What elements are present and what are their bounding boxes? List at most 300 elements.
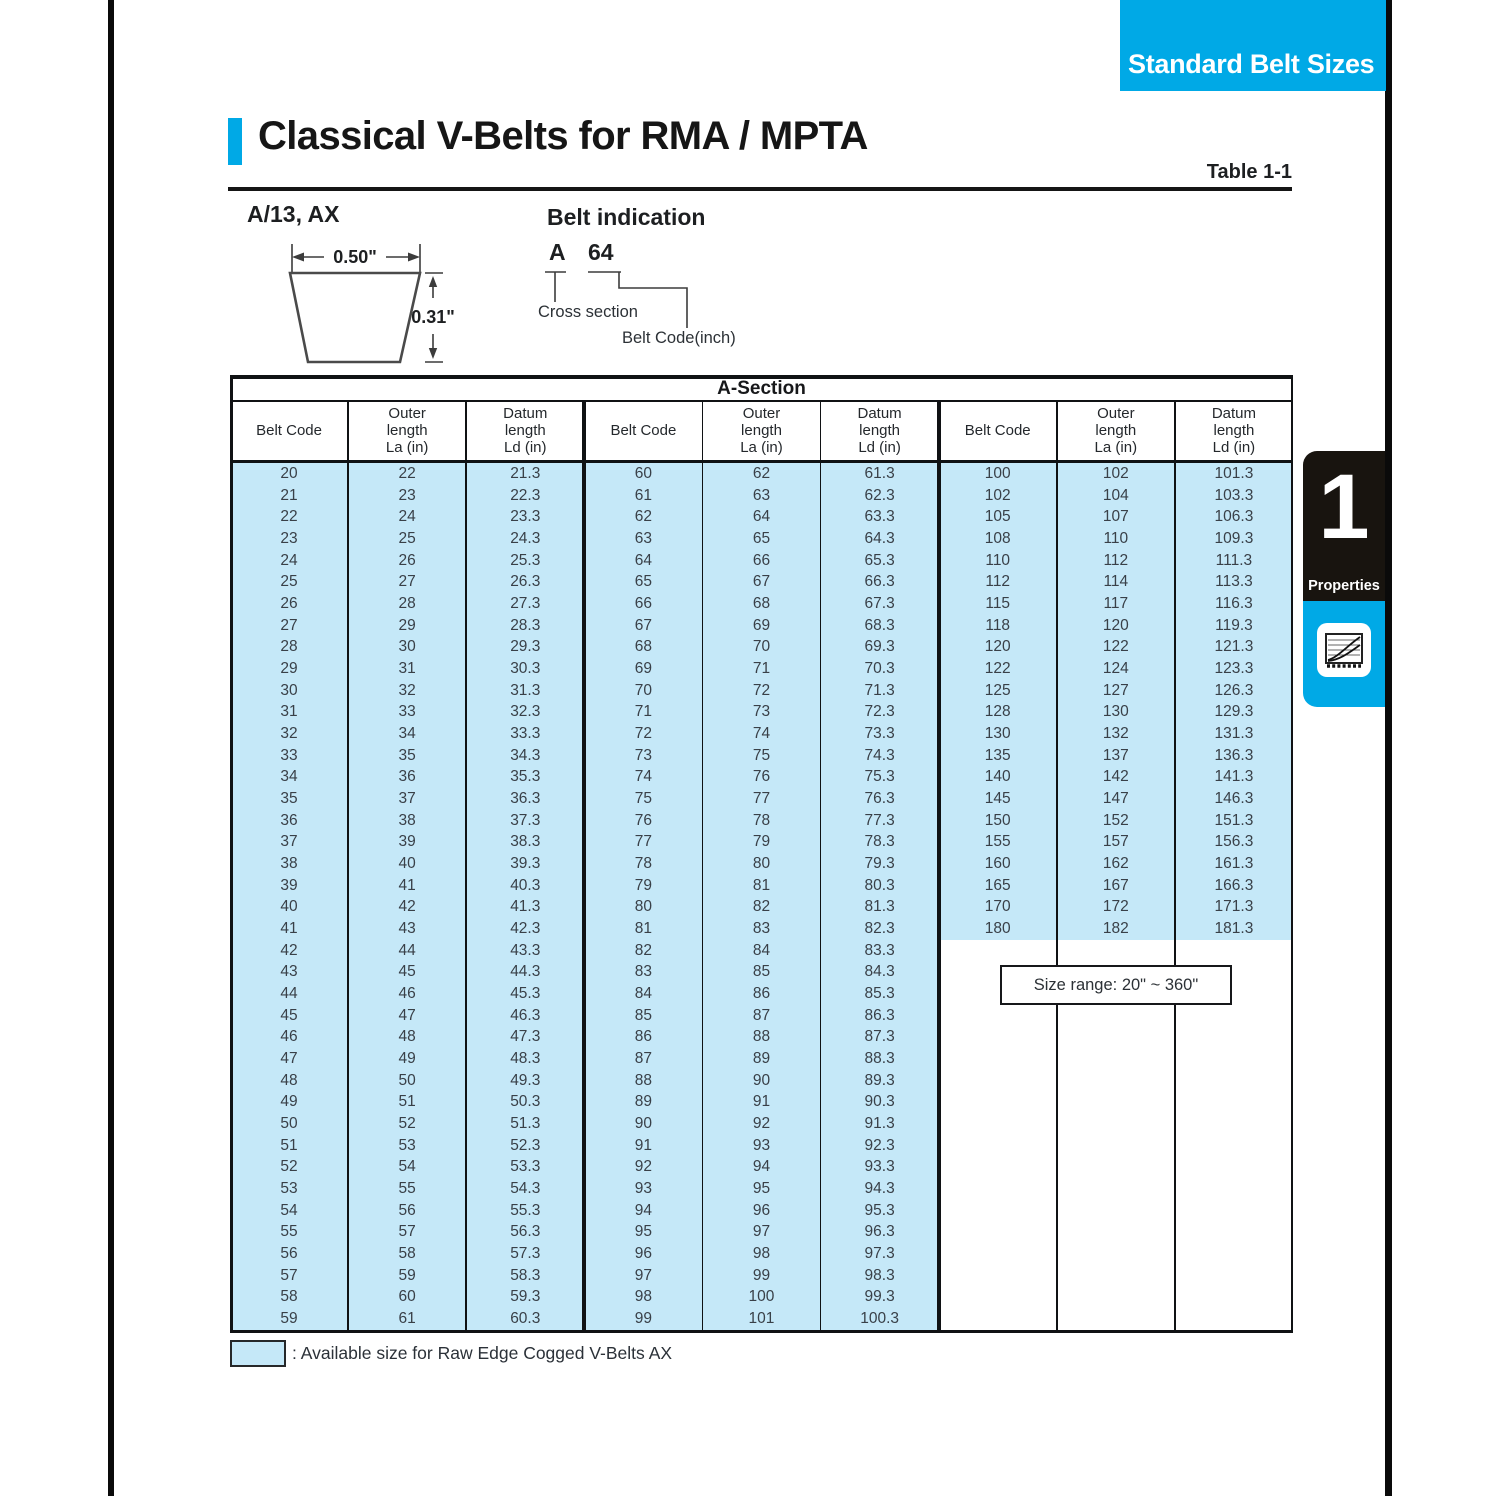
chapter-tab <box>1303 451 1385 601</box>
datum-length-cell: 121.3 <box>1214 638 1254 656</box>
table-row <box>939 918 1293 940</box>
datum-length-cell: 71.3 <box>864 681 895 699</box>
datum-length-cell: 22.3 <box>510 486 541 504</box>
datum-length-cell: 62.3 <box>864 486 895 504</box>
outer-length-cell: 78 <box>752 811 771 829</box>
belt-code-cell: 25 <box>280 573 298 591</box>
outer-length-cell: 33 <box>398 703 416 721</box>
belt-code-cell: 82 <box>634 941 652 959</box>
belt-code-cell: 68 <box>634 638 652 656</box>
outer-length-cell: 124 <box>1102 659 1129 677</box>
datum-length-cell: 119.3 <box>1215 616 1253 634</box>
outer-length-cell: 83 <box>752 920 771 937</box>
datum-length-cell: 25.3 <box>510 551 541 569</box>
datum-length-cell: 81.3 <box>864 898 895 916</box>
datum-length-cell: 59.3 <box>510 1288 541 1306</box>
datum-length-cell: 68.3 <box>864 616 895 634</box>
table-row <box>584 1113 938 1135</box>
table-row <box>584 463 938 485</box>
outer-length-cell: 95 <box>752 1180 771 1198</box>
belt-code-cell: 58 <box>280 1288 298 1306</box>
belt-code-cell: 32 <box>280 724 298 742</box>
datum-length-cell: 74.3 <box>864 746 895 764</box>
outer-length-cell: 85 <box>752 963 771 981</box>
outer-length-cell: 44 <box>398 941 416 959</box>
datum-length-cell: 123.3 <box>1214 659 1254 677</box>
table-row <box>584 1157 938 1179</box>
outer-length-cell: 40 <box>398 854 416 872</box>
table-row <box>230 1308 584 1330</box>
table-row <box>584 1178 938 1200</box>
column-header-line: La (in) <box>740 438 783 456</box>
table-row <box>584 1070 938 1092</box>
column-header <box>348 400 466 460</box>
belt-code-cell: 22 <box>280 508 298 526</box>
table-row <box>939 463 1293 485</box>
belt-code-cell: 110 <box>985 551 1011 569</box>
table-border <box>230 375 233 1333</box>
table-row <box>584 1287 938 1309</box>
outer-length-cell: 45 <box>398 963 416 981</box>
belt-code-cell: 74 <box>634 768 652 786</box>
title-rule <box>228 187 1292 191</box>
belt-code-cell: 35 <box>280 789 298 807</box>
outer-length-cell: 73 <box>752 703 771 721</box>
column-header-line: Datum <box>1211 404 1257 422</box>
table-row <box>584 1027 938 1049</box>
datum-length-cell: 54.3 <box>510 1180 541 1198</box>
outer-length-cell: 72 <box>752 681 771 699</box>
legend-swatch <box>230 1340 286 1367</box>
size-range-note: Size range: 20" ~ 360" <box>1000 965 1232 1005</box>
datum-length-cell: 55.3 <box>510 1201 541 1219</box>
outer-length-cell: 24 <box>398 508 416 526</box>
belt-code-cell: 69 <box>634 659 652 677</box>
datum-length-cell: 171.3 <box>1214 898 1254 916</box>
column-header-line: Belt Code <box>610 421 677 439</box>
belt-code-cell: 59 <box>280 1310 298 1328</box>
datum-length-cell: 151.3 <box>1214 811 1254 829</box>
datum-length-cell: 77.3 <box>864 811 895 829</box>
table-row <box>584 962 938 984</box>
datum-length-cell: 44.3 <box>510 963 541 981</box>
table-row <box>939 680 1293 702</box>
outer-length-cell: 50 <box>398 1071 416 1089</box>
datum-length-cell: 65.3 <box>864 551 895 569</box>
table-row <box>230 1027 584 1049</box>
table-row <box>584 918 938 940</box>
table-row <box>939 571 1293 593</box>
datum-length-cell: 31.3 <box>510 681 541 699</box>
datum-length-cell: 99.3 <box>864 1288 895 1306</box>
outer-length-cell: 92 <box>752 1115 771 1133</box>
datum-length-cell: 78.3 <box>864 833 895 851</box>
outer-length-cell: 41 <box>398 876 416 894</box>
column-header <box>821 400 939 460</box>
table-row <box>230 1178 584 1200</box>
outer-length-cell: 58 <box>398 1245 416 1263</box>
belt-code-cell: 83 <box>634 963 652 981</box>
outer-length-cell: 55 <box>398 1180 416 1198</box>
belt-cross-section-diagram <box>278 236 490 376</box>
datum-length-cell: 89.3 <box>864 1071 895 1089</box>
outer-length-cell: 122 <box>1102 638 1129 656</box>
belt-code-cell: 122 <box>984 659 1011 677</box>
table-row <box>230 506 584 528</box>
table-row <box>584 1265 938 1287</box>
belt-indication-connectors <box>540 262 700 334</box>
table-row <box>230 983 584 1005</box>
belt-code-value: 64 <box>588 239 614 265</box>
datum-length-cell: 161.3 <box>1214 854 1254 872</box>
table-row <box>584 701 938 723</box>
chapter-number: 1 <box>1318 456 1370 558</box>
table-row <box>584 506 938 528</box>
datum-length-cell: 94.3 <box>864 1180 895 1198</box>
belt-code-cell: 80 <box>634 898 652 916</box>
table-row <box>230 1222 584 1244</box>
table-row <box>230 788 584 810</box>
outer-length-cell: 69 <box>752 616 771 634</box>
datum-length-cell: 58.3 <box>510 1266 541 1284</box>
table-row <box>584 810 938 832</box>
outer-length-cell: 22 <box>398 464 416 482</box>
datum-length-cell: 131.3 <box>1214 724 1254 742</box>
outer-length-cell: 94 <box>752 1158 771 1176</box>
outer-length-cell: 46 <box>398 985 416 1003</box>
outer-length-cell: 100 <box>748 1288 775 1306</box>
outer-length-cell: 81 <box>752 876 771 894</box>
table-border <box>702 400 704 1333</box>
table-row <box>584 571 938 593</box>
column-header <box>230 400 348 460</box>
outer-length-cell: 28 <box>398 594 416 612</box>
datum-length-cell: 75.3 <box>864 768 895 786</box>
belt-code-cell: 97 <box>634 1266 652 1284</box>
belt-code-cell: 145 <box>984 789 1011 807</box>
belt-code-cell: 54 <box>280 1201 298 1219</box>
table-row <box>939 658 1293 680</box>
table-row <box>230 485 584 507</box>
datum-length-cell: 56.3 <box>510 1223 541 1241</box>
datum-length-cell: 42.3 <box>510 920 541 937</box>
table-row <box>584 636 938 658</box>
belt-code-cell: 135 <box>984 746 1011 764</box>
datum-length-cell: 63.3 <box>864 508 895 526</box>
belt-code-cell: 160 <box>984 854 1011 872</box>
table-row <box>939 615 1293 637</box>
belt-code-cell: 49 <box>280 1093 298 1111</box>
column-header-line: length <box>1095 421 1137 439</box>
belt-code-cell: 76 <box>634 811 652 829</box>
belt-profile-label: A/13, AX <box>247 201 340 227</box>
belt-code-cell: 100 <box>984 464 1011 482</box>
table-border <box>465 400 467 1333</box>
table-row <box>584 1092 938 1114</box>
table-row <box>230 1243 584 1265</box>
belt-code-cell: 65 <box>634 573 652 591</box>
belt-code-cell: 29 <box>280 659 298 677</box>
datum-length-cell: 66.3 <box>864 573 895 591</box>
datum-length-cell: 100.3 <box>860 1310 899 1328</box>
belt-code-cell: 57 <box>280 1266 298 1284</box>
table-row <box>939 897 1293 919</box>
table-row <box>230 1113 584 1135</box>
datum-length-cell: 92.3 <box>864 1136 895 1154</box>
table-border <box>1174 400 1176 1333</box>
table-row <box>939 766 1293 788</box>
belt-code-cell: 45 <box>280 1006 298 1024</box>
belt-code-cell: 118 <box>985 616 1011 634</box>
outer-length-cell: 51 <box>398 1093 416 1111</box>
cross-section-value: A <box>549 239 566 265</box>
outer-length-cell: 84 <box>752 941 771 959</box>
table-row <box>584 897 938 919</box>
datum-length-cell: 35.3 <box>510 768 541 786</box>
datum-length-cell: 43.3 <box>510 941 541 959</box>
outer-length-cell: 130 <box>1102 703 1129 721</box>
datum-length-cell: 156.3 <box>1214 833 1254 851</box>
datum-length-cell: 70.3 <box>864 659 895 677</box>
outer-length-cell: 42 <box>398 898 416 916</box>
belt-code-cell: 48 <box>280 1071 298 1089</box>
belt-code-cell: 44 <box>280 985 298 1003</box>
table-row <box>584 615 938 637</box>
belt-size-table <box>230 375 1293 1333</box>
table-row <box>584 745 938 767</box>
table-row <box>230 875 584 897</box>
outer-length-cell: 142 <box>1102 768 1129 786</box>
belt-code-cell: 66 <box>634 594 652 612</box>
column-header-line: Ld (in) <box>504 438 547 456</box>
table-row <box>584 940 938 962</box>
belt-code-cell: 108 <box>984 529 1011 547</box>
table-row <box>584 853 938 875</box>
datum-length-cell: 34.3 <box>510 746 541 764</box>
datum-length-cell: 141.3 <box>1214 768 1254 786</box>
page-right-rule <box>1385 0 1392 1496</box>
table-row <box>584 1222 938 1244</box>
column-header-line: Belt Code <box>256 421 322 439</box>
table-row <box>584 1308 938 1330</box>
belt-code-cell: 98 <box>634 1288 652 1306</box>
datum-length-cell: 84.3 <box>864 963 895 981</box>
datum-length-cell: 101.3 <box>1214 464 1254 482</box>
table-row <box>584 1005 938 1027</box>
column-header-line: length <box>741 421 782 439</box>
column-header-line: Outer <box>742 404 781 422</box>
datum-length-cell: 64.3 <box>864 529 895 547</box>
table-row <box>230 1048 584 1070</box>
belt-code-cell: 63 <box>634 529 652 547</box>
outer-length-cell: 48 <box>398 1028 416 1046</box>
table-row <box>230 571 584 593</box>
outer-length-cell: 96 <box>752 1201 771 1219</box>
belt-code-cell: 31 <box>280 703 298 721</box>
belt-code-cell: 115 <box>985 594 1011 612</box>
datum-length-cell: 103.3 <box>1214 486 1254 504</box>
table-row <box>939 831 1293 853</box>
datum-length-cell: 113.3 <box>1215 573 1253 591</box>
properties-chart-icon <box>1317 623 1371 677</box>
column-header-line: Outer <box>388 404 426 422</box>
belt-code-cell: 23 <box>280 529 298 547</box>
belt-code-cell: 71 <box>634 703 652 721</box>
belt-code-cell: 140 <box>984 768 1011 786</box>
outer-length-cell: 56 <box>398 1201 416 1219</box>
outer-length-cell: 137 <box>1102 746 1129 764</box>
table-border <box>230 460 1293 463</box>
belt-code-cell: 155 <box>984 833 1011 851</box>
table-row <box>939 506 1293 528</box>
belt-code-cell: 64 <box>634 551 652 569</box>
belt-code-cell: 84 <box>634 985 652 1003</box>
outer-length-cell: 90 <box>752 1071 771 1089</box>
table-row <box>230 1157 584 1179</box>
datum-length-cell: 86.3 <box>864 1006 895 1024</box>
table-row <box>230 680 584 702</box>
table-row <box>584 831 938 853</box>
outer-length-cell: 66 <box>752 551 771 569</box>
table-row <box>230 593 584 615</box>
table-row <box>584 1048 938 1070</box>
table-row <box>584 658 938 680</box>
outer-length-cell: 162 <box>1102 854 1129 872</box>
outer-length-cell: 127 <box>1102 681 1129 699</box>
belt-code-cell: 92 <box>634 1158 652 1176</box>
belt-code-cell: 61 <box>634 486 652 504</box>
outer-length-cell: 104 <box>1102 486 1129 504</box>
column-header <box>584 400 702 460</box>
datum-length-cell: 32.3 <box>510 703 541 721</box>
page-title: Classical V-Belts for RMA / MPTA <box>258 114 868 158</box>
outer-length-cell: 63 <box>752 486 771 504</box>
datum-length-cell: 67.3 <box>864 594 895 612</box>
belt-code-cell: 86 <box>634 1028 652 1046</box>
datum-length-cell: 53.3 <box>510 1158 541 1176</box>
outer-length-cell: 57 <box>398 1223 416 1241</box>
table-row <box>230 658 584 680</box>
datum-length-cell: 106.3 <box>1214 508 1254 526</box>
outer-length-cell: 25 <box>398 529 416 547</box>
outer-length-cell: 47 <box>398 1006 416 1024</box>
table-row <box>584 593 938 615</box>
outer-length-cell: 71 <box>752 659 771 677</box>
outer-length-cell: 31 <box>398 659 416 677</box>
datum-length-cell: 49.3 <box>510 1071 541 1089</box>
outer-length-cell: 82 <box>752 898 771 916</box>
datum-length-cell: 60.3 <box>510 1310 541 1328</box>
table-border <box>230 400 1293 402</box>
datum-length-cell: 57.3 <box>510 1245 541 1263</box>
belt-code-cell: 75 <box>634 789 652 807</box>
belt-code-cell: 78 <box>634 854 652 872</box>
column-header-line: La (in) <box>385 438 429 456</box>
belt-code-cell: 34 <box>280 768 298 786</box>
outer-length-cell: 93 <box>752 1136 771 1154</box>
outer-length-cell: 147 <box>1102 789 1129 807</box>
table-row <box>584 485 938 507</box>
table-row <box>939 745 1293 767</box>
belt-code-cell: 60 <box>634 464 652 482</box>
table-row <box>230 745 584 767</box>
column-header-line: La (in) <box>1094 438 1138 456</box>
table-row <box>230 853 584 875</box>
table-row <box>584 550 938 572</box>
outer-length-cell: 65 <box>752 529 771 547</box>
outer-length-cell: 54 <box>398 1158 416 1176</box>
outer-length-cell: 117 <box>1103 594 1129 612</box>
corner-tab <box>1120 0 1386 91</box>
page-left-rule <box>108 0 114 1496</box>
belt-code-cell: 130 <box>984 724 1011 742</box>
table-row <box>230 550 584 572</box>
table-row <box>584 875 938 897</box>
datum-length-cell: 73.3 <box>864 724 895 742</box>
datum-length-cell: 29.3 <box>510 638 541 656</box>
table-row <box>230 463 584 485</box>
belt-code-cell: 165 <box>984 876 1011 894</box>
outer-length-cell: 27 <box>398 573 416 591</box>
outer-length-cell: 86 <box>752 985 771 1003</box>
outer-length-cell: 34 <box>398 724 416 742</box>
datum-length-cell: 97.3 <box>864 1245 895 1263</box>
belt-code-cell: 42 <box>280 941 298 959</box>
datum-length-cell: 129.3 <box>1214 703 1254 721</box>
outer-length-cell: 77 <box>752 789 771 807</box>
column-header-line: length <box>386 421 428 439</box>
outer-length-cell: 61 <box>398 1310 416 1328</box>
datum-length-cell: 109.3 <box>1214 529 1254 547</box>
table-row <box>939 875 1293 897</box>
belt-code-cell: 67 <box>634 616 652 634</box>
outer-length-cell: 60 <box>398 1288 416 1306</box>
table-row <box>230 940 584 962</box>
outer-length-cell: 99 <box>752 1266 771 1284</box>
datum-length-cell: 46.3 <box>510 1006 541 1024</box>
datum-length-cell: 28.3 <box>510 616 541 634</box>
outer-length-cell: 62 <box>752 464 771 482</box>
belt-code-cell: 37 <box>280 833 298 851</box>
outer-length-cell: 182 <box>1102 920 1129 937</box>
datum-length-cell: 37.3 <box>510 811 541 829</box>
table-row <box>939 636 1293 658</box>
column-header <box>466 400 584 460</box>
belt-code-cell: 30 <box>280 681 298 699</box>
belt-code-cell: 36 <box>280 811 298 829</box>
belt-code-cell: 94 <box>634 1201 652 1219</box>
belt-code-cell: 128 <box>984 703 1011 721</box>
column-header-line: Datum <box>857 404 902 422</box>
outer-length-cell: 37 <box>398 789 416 807</box>
datum-length-cell: 41.3 <box>510 898 541 916</box>
table-row <box>230 615 584 637</box>
column-header-line: Datum <box>503 404 548 422</box>
table-row <box>230 962 584 984</box>
belt-code-label: Belt Code(inch) <box>622 329 736 347</box>
outer-length-cell: 172 <box>1102 898 1129 916</box>
datum-length-cell: 51.3 <box>510 1115 541 1133</box>
datum-length-cell: 24.3 <box>510 529 541 547</box>
datum-length-cell: 61.3 <box>864 464 895 482</box>
table-reference: Table 1-1 <box>1206 161 1292 183</box>
belt-code-cell: 40 <box>280 898 298 916</box>
table-border <box>820 400 822 1333</box>
datum-length-cell: 96.3 <box>864 1223 895 1241</box>
datum-length-cell: 91.3 <box>864 1115 895 1133</box>
belt-trapezoid <box>290 273 420 362</box>
outer-length-cell: 52 <box>398 1115 416 1133</box>
